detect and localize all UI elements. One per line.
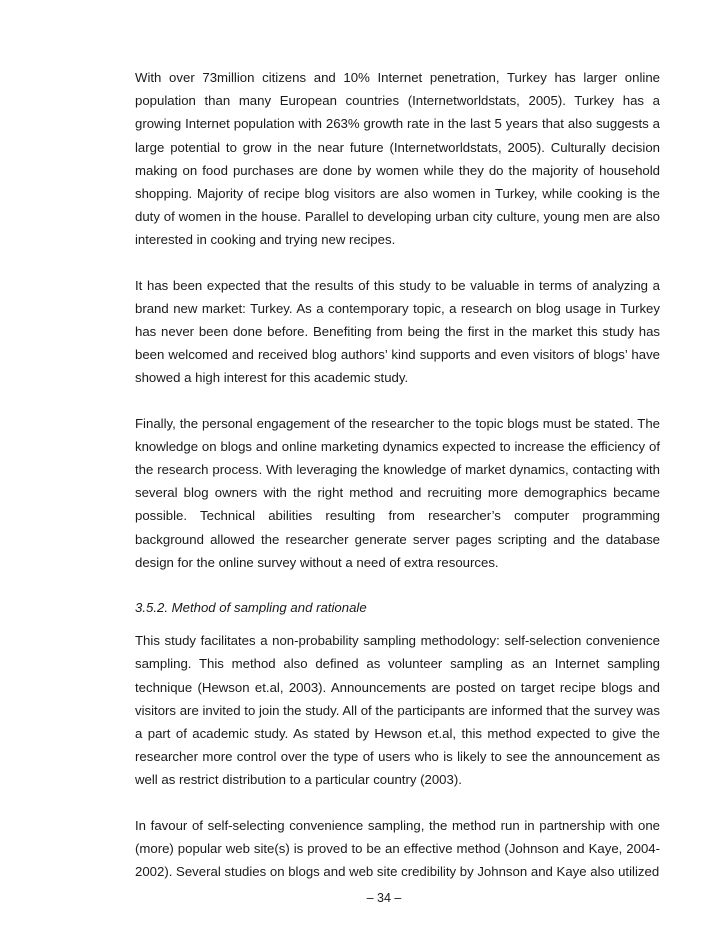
- paragraph-personal-engagement: Finally, the personal engagement of the researcher to the topic blogs must be stated. The knowledge on blogs and online marketing dynamics expected to increase the efficiency of the research process. With leveraging the knowledge of market dynamics, contacting with several blog owners with the right method and recruiting more demographics became possible. Technical abilities resulting from researcher’s computer programming background allowed the researcher generate server pages scripting and the database design for the online survey without a need of extra resources.: [135, 415, 660, 570]
- paragraph-gap: [135, 792, 660, 814]
- section-heading: 3.5.2. Method of sampling and rationale: [135, 600, 367, 616]
- paragraph-gap: [135, 390, 660, 412]
- page-number: – 34 –: [366, 891, 402, 905]
- heading-gap: [135, 619, 660, 629]
- paragraph-gap: [135, 574, 660, 596]
- paragraph-sampling-method: This study facilitates a non-probability sampling methodology: self-selection convenience sampling. This method also defined as volunteer sampling as an Internet sampling technique (Hewson et.al, 2003). Announcements are posted on target recipe blogs and visitors are invited to join the study. All of the participants are informed that the survey was a part of academic study. As stated by Hewson et.al, this method expected to give the researcher more control over the type of users who is likely to see the announcement as well as restrict distribution to a particular country (2003).: [135, 633, 660, 788]
- paragraph-self-selection: In favour of self-selecting convenience sampling, the method run in partnership with one (more) popular web site(s) is proved to be an effective method (Johnson and Kaye, 2004-2002). Several studies on blogs and web site credibility by Johnson and Kaye also utilized: [135, 817, 660, 880]
- paragraph-turkey-internet: With over 73million citizens and 10% Internet penetration, Turkey has larger online population than many European countries (Internetworldstats, 2005). Turkey has a growing Internet population with 263% growth rate in the last 5 years that also suggests a large potential to grow in the near future (Internetworldstats, 2005). Culturally decision making on food purchases are done by women while they do the majority of household shopping. Majority of recipe blog visitors are also women in Turkey, while cooking is the duty of women in the house. Parallel to developing urban city culture, young men are also interested in cooking and trying new recipes.: [135, 70, 660, 248]
- page-content: [135, 66, 660, 883]
- paragraph-study-value: It has been expected that the results of this study to be valuable in terms of analyzing a brand new market: Turkey. As a contemporary topic, a research on blog usage in Turkey has never been done before. Benefiting from being the first in the market this study has been welcomed and received blog authors’ kind supports and even visitors of blogs’ have showed a high interest for this academic study.: [135, 277, 660, 386]
- paragraph-gap: [135, 252, 660, 274]
